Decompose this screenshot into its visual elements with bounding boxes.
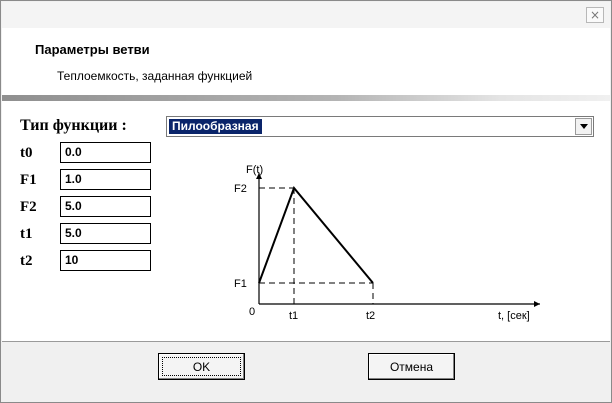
- param-label-f1: F1: [20, 172, 37, 188]
- param-label-t2: t2: [20, 253, 33, 269]
- param-input-t0[interactable]: 0.0: [60, 142, 151, 163]
- x-tick-t2: t2: [366, 310, 376, 322]
- param-label-t1: t1: [20, 226, 33, 242]
- param-input-t2[interactable]: 10: [60, 250, 151, 271]
- chevron-down-icon: [580, 124, 588, 129]
- param-input-t1[interactable]: 5.0: [60, 223, 151, 244]
- close-button[interactable]: [586, 7, 604, 23]
- param-input-f1[interactable]: 1.0: [60, 169, 151, 190]
- param-input-f2[interactable]: 5.0: [60, 196, 151, 217]
- y-tick-f2: F2: [234, 183, 247, 195]
- ok-button[interactable]: OK: [158, 353, 245, 380]
- close-icon: ×: [589, 8, 601, 22]
- dropdown-button[interactable]: [575, 118, 592, 135]
- x-tick-t1: t1: [289, 310, 299, 322]
- dialog-header: [2, 28, 610, 95]
- button-bar: [2, 341, 610, 402]
- function-type-value: Пилообразная: [169, 119, 262, 134]
- x-tick-0: 0: [249, 306, 256, 318]
- y-axis-label: F(t): [246, 164, 264, 176]
- x-axis-label: t, [сек]: [498, 310, 530, 322]
- function-type-label: Тип функции :: [20, 117, 127, 134]
- param-label-f2: F2: [20, 199, 37, 215]
- header-title: Параметры ветви: [35, 42, 150, 57]
- cancel-button[interactable]: Отмена: [368, 353, 455, 380]
- title-bar: [2, 2, 610, 28]
- function-type-select[interactable]: [166, 116, 594, 137]
- param-label-t0: t0: [20, 145, 33, 161]
- sawtooth-curve: [259, 188, 373, 283]
- y-tick-f1: F1: [234, 278, 247, 290]
- function-graph: [222, 159, 567, 331]
- header-subtitle: Теплоемкость, заданная функцией: [57, 69, 253, 83]
- content-panel: [2, 101, 610, 341]
